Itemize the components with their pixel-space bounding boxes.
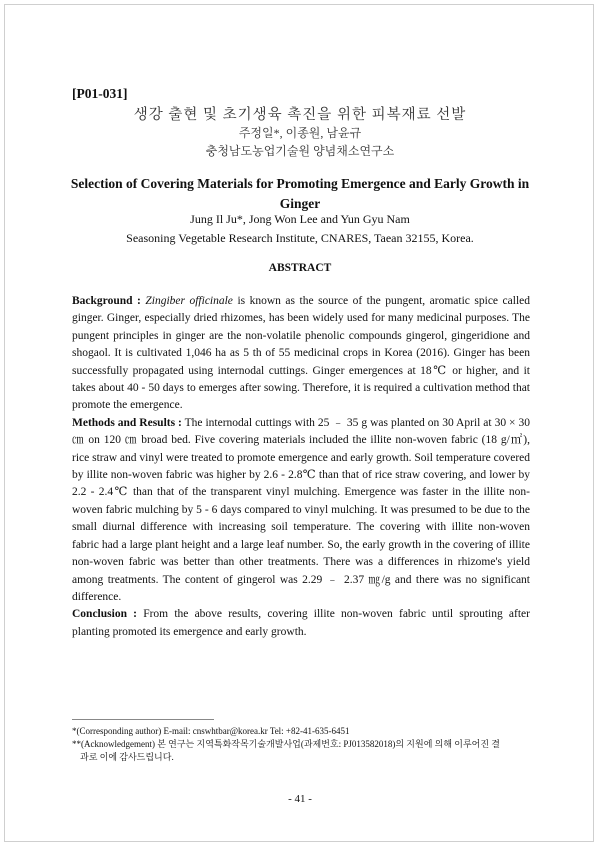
methods-text: The internodal cuttings with 25 ﹣ 35 g was planted on 30 April at 30 × 30 ㎝ on 120 ㎝ broad bed. Five covering materials included the illite non-woven fabric (18 g/㎡), rice straw and vinyl were treated to promote emergence and early growth. Soil temperature covered by illite non-woven fabric was higher by 2.6 - 2.8℃ than that of rice straw covering, and lower by 2.2 - 2.4℃ than that of the transparent vinyl mulching. Emergence was faster in the illite non-woven fabric mulching by 5 - 6 days compared to vinyl mulching. It was presumed to be due to the small diurnal difference with increasing soil temperature. The covering with illite non-woven fabric had a large plant height and a large leaf number. So, the early growth in the covering of illite non-woven fabric was better than other treatments. There was a differences in rhizome's yield among treatments. The content of gingerol was 2.29 ﹣ 2.37 ㎎/g and there was no significant difference. bbox=[72, 416, 531, 603]
korean-title: 생강 출현 및 초기생육 촉진을 위한 피복재료 선발 bbox=[133, 107, 467, 123]
english-institution: Seasoning Vegetable Research Institute, CNARES, Taean 32155, Korea. bbox=[126, 231, 474, 245]
english-authors: Jung Il Ju*, Jong Won Lee and Yun Gyu Nam bbox=[190, 212, 410, 226]
acknowledgement-line-2: 과로 이에 감사드립니다. bbox=[80, 752, 174, 762]
acknowledgement-line-1: **(Acknowledgement) 본 연구는 지역특화작목기술개발사업(과제번호: PJ013582018)의 지원에 의해 이루어진 결 bbox=[72, 739, 500, 749]
korean-authors: 주정일*, 이종원, 남윤규 bbox=[238, 126, 362, 140]
methods-label: Methods and Results : bbox=[72, 416, 182, 429]
background-paragraph bbox=[72, 293, 530, 415]
conclusion-paragraph bbox=[72, 606, 530, 641]
korean-institution: 충청남도농업기술원 양념채소연구소 bbox=[205, 144, 395, 158]
conclusion-label: Conclusion : bbox=[72, 608, 137, 621]
english-title: Selection of Covering Materials for Promoting Emergence and Early Growth in Ginger bbox=[70, 176, 530, 211]
page-number: - 41 - bbox=[288, 793, 312, 805]
species-name: Zingiber officinale bbox=[145, 295, 233, 307]
footnote-divider bbox=[72, 719, 214, 720]
footnote-acknowledgement bbox=[72, 738, 532, 764]
background-text: is known as the source of the pungent, aromatic spice called ginger. Ginger, especially dried rhizomes, has been widely used for many medicinal purposes. The pungent principles in ginger are the non-volatile phenolic compounds gingerol, gingeridione and shogaol. It is cultivated 1,046 ha as 5 th of 55 medicinal crops in Korea (2016). Ginger has been successfully propagated using internodal cuttings. Ginger emergences at 18℃ or higher, and it takes about 40 - 50 days to emerges after sowing. Therefore, it is required a cultivation method that promote the emergence. bbox=[72, 295, 530, 412]
abstract-heading: ABSTRACT bbox=[268, 262, 332, 274]
abstract-body bbox=[72, 293, 530, 641]
poster-code: [P01-031] bbox=[72, 86, 128, 101]
background-label: Background : bbox=[72, 295, 141, 307]
footnote-corresponding-author: *(Corresponding author) E-mail: cnswhtbar@korea.kr Tel: +82-41-635-6451 bbox=[72, 726, 350, 736]
methods-paragraph bbox=[72, 415, 530, 606]
conclusion-text: From the above results, covering illite non-woven fabric until sprouting after planting promoted its emergence and early growth. bbox=[72, 608, 530, 638]
